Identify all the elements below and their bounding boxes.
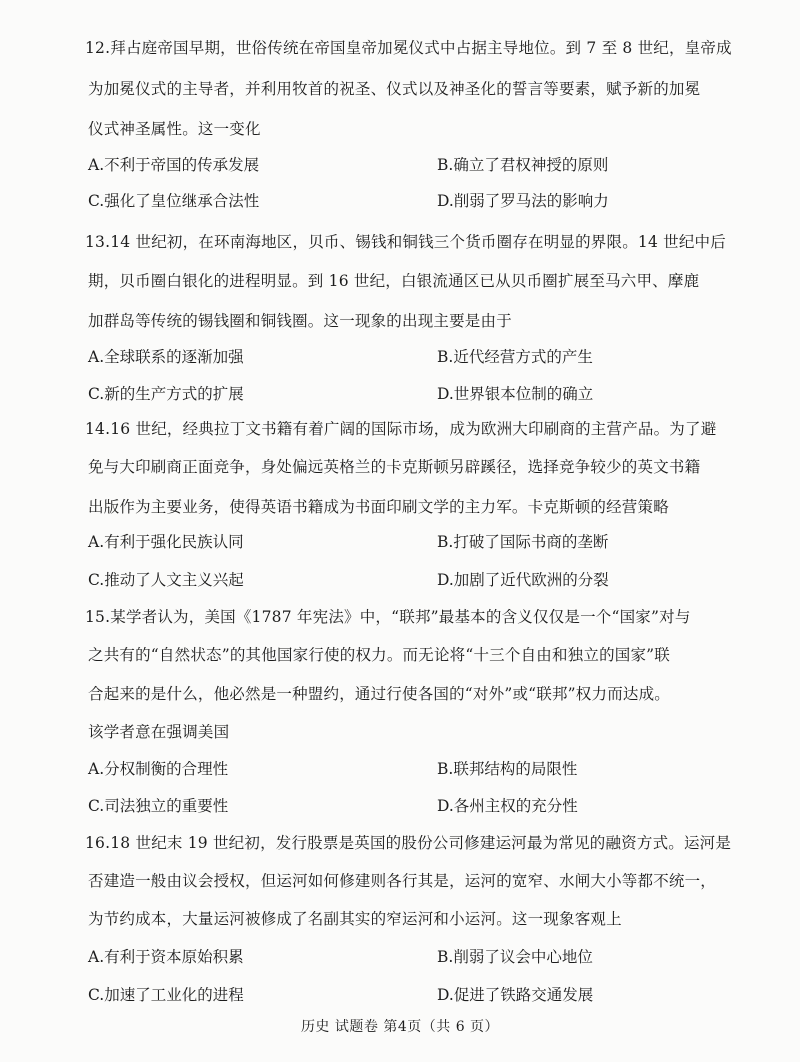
option-a: A.不利于帝国的传承发展 (88, 156, 260, 174)
option-d: D.削弱了罗马法的影响力 (437, 192, 609, 210)
question-stem-line: 期，贝币圈白银化的进程明显。到 16 世纪，白银流通区已从贝币圈扩展至马六甲、摩鹿 (88, 272, 700, 290)
option-a: A.有利于资本原始积累 (88, 948, 244, 966)
question-15 (85, 607, 748, 816)
option-a: A.有利于强化民族认同 (88, 533, 244, 551)
question-stem-line: 否建造一般由议会授权，但运河如何修建则各行其是，运河的宽窄、水闸大小等都不统一， (88, 872, 717, 890)
page-footer: 历史 试题卷 第4页（共 6 页） (300, 1019, 500, 1035)
option-c: C.强化了皇位继承合法性 (88, 192, 260, 210)
question-16 (85, 833, 748, 1005)
question-stem-line: 13.14 世纪初，在环南海地区，贝币、锡钱和铜钱三个货币圈存在明显的界限。14 世纪中后 (85, 233, 726, 251)
question-13 (85, 232, 748, 404)
options-row (88, 947, 748, 967)
question-stem-line: 14.16 世纪，经典拉丁文书籍有着广阔的国际市场，成为欧洲大印刷商的主营产品。为了避 (85, 420, 717, 438)
question-stem-line: 之共有的“自然状态”的其他国家行使的权力。而无论将“十三个自由和独立的国家”联 (88, 646, 670, 664)
option-b: B.联邦结构的局限性 (437, 760, 578, 778)
question-stem-line: 15.某学者认为，美国《1787 年宪法》中，“联邦”最基本的含义仅仅是一个“国家”对与 (85, 608, 691, 626)
options-row (88, 759, 748, 779)
option-b: B.打破了国际书商的垄断 (437, 533, 609, 551)
options-row (88, 532, 748, 552)
options-row (88, 155, 748, 175)
options-row (88, 191, 748, 211)
option-a: A.分权制衡的合理性 (88, 760, 229, 778)
options-row (88, 796, 748, 816)
option-c: C.新的生产方式的扩展 (88, 385, 244, 403)
option-d: D.世界银本位制的确立 (437, 385, 594, 403)
options-row (88, 570, 748, 590)
option-d: D.各州主权的充分性 (437, 797, 578, 815)
option-c: C.司法独立的重要性 (88, 797, 229, 815)
option-d: D.加剧了近代欧洲的分裂 (437, 571, 609, 589)
options-row (88, 347, 748, 367)
option-c: C.加速了工业化的进程 (88, 986, 244, 1004)
question-12 (85, 38, 748, 211)
question-stem-line: 仪式神圣属性。这一变化 (88, 120, 261, 138)
question-stem-line: 出版作为主要业务，使得英语书籍成为书面印刷文学的主力军。卡克斯顿的经营策略 (88, 498, 669, 516)
option-b: B.削弱了议会中心地位 (437, 948, 593, 966)
question-14 (85, 419, 748, 590)
question-stem-line: 为节约成本，大量运河被修成了名副其实的窄运河和小运河。这一现象客观上 (88, 910, 622, 928)
option-c: C.推动了人文主义兴起 (88, 571, 244, 589)
options-row (88, 384, 748, 404)
question-stem-line: 16.18 世纪末 19 世纪初，发行股票是英国的股份公司修建运河最为常见的融资方式。运河是 (85, 834, 732, 852)
option-a: A.全球联系的逐渐加强 (88, 348, 244, 366)
question-stem-line: 12.拜占庭帝国早期，世俗传统在帝国皇帝加冕仪式中占据主导地位。到 7 至 8 世纪，皇帝成 (85, 39, 732, 57)
question-stem-line: 合起来的是什么，他必然是一种盟约，通过行使各国的“对外”或“联邦”权力而达成。 (88, 685, 670, 703)
question-stem-line: 加群岛等传统的锡钱圈和铜钱圈。这一现象的出现主要是由于 (88, 312, 512, 330)
question-stem-line: 免与大印刷商正面竞争，身处偏远英格兰的卡克斯顿另辟蹊径，选择竞争较少的英文书籍 (88, 458, 701, 476)
option-b: B.确立了君权神授的原则 (437, 156, 609, 174)
option-d: D.促进了铁路交通发展 (437, 986, 594, 1004)
option-b: B.近代经营方式的产生 (437, 348, 593, 366)
question-stem-line: 该学者意在强调美国 (88, 723, 230, 741)
question-stem-line: 为加冕仪式的主导者，并利用牧首的祝圣、仪式以及神圣化的誓言等要素，赋予新的加冕 (88, 80, 701, 98)
options-row (88, 985, 748, 1005)
